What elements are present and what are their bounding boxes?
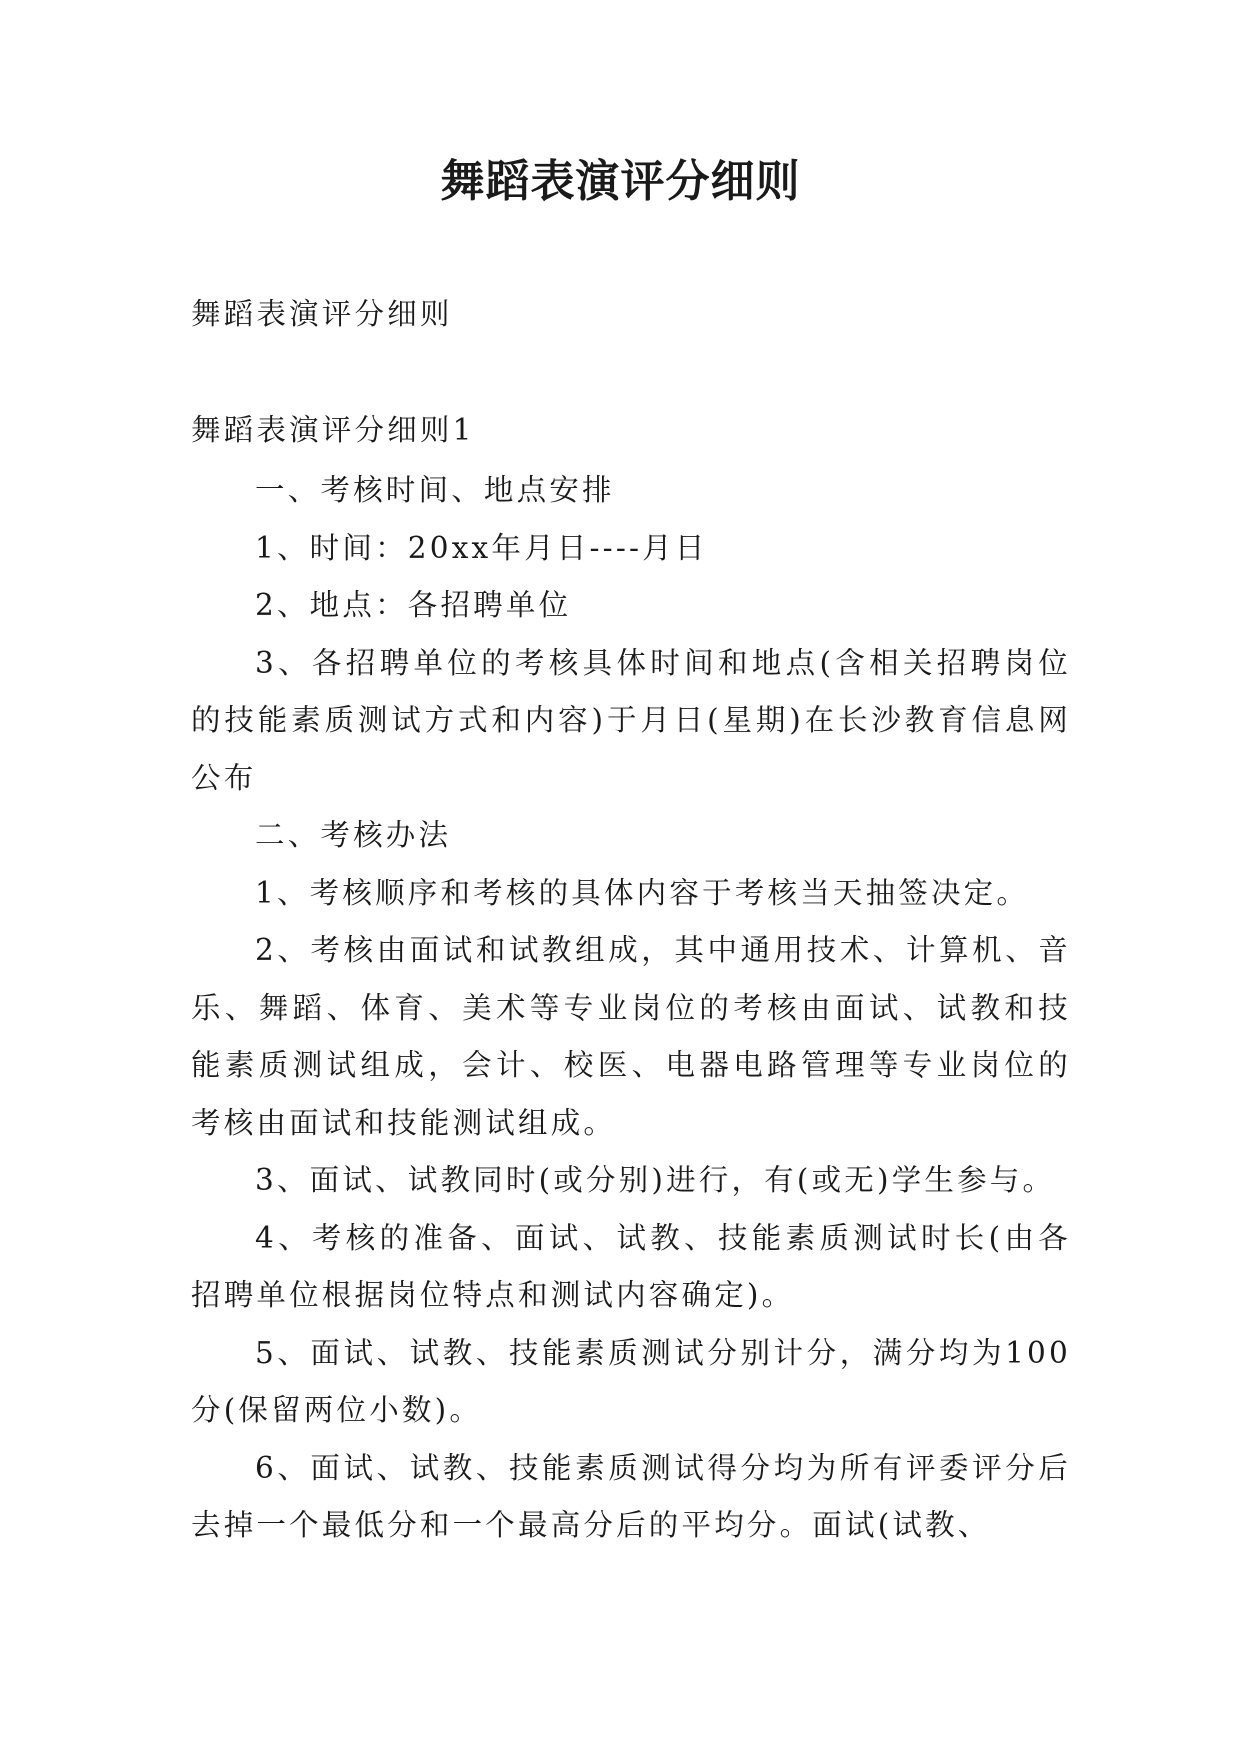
paragraph: 一、考核时间、地点安排 xyxy=(255,473,615,507)
paragraph: 1、时间：20xx年月日----月日 xyxy=(255,530,708,565)
paragraph: 1、考核顺序和考核的具体内容于考核当天抽签决定。 xyxy=(255,875,1030,910)
paragraph: 2、考核由面试和试教组成，其中通用技术、计算机、音乐、舞蹈、体育、美术等专业岗位的考核由面试、试教和技能素质测试组成，会计、校医、电器电路管理等专业岗位的考核由面试和技能测试组成。 xyxy=(191,933,1071,1140)
document-subtitle: 舞蹈表演评分细则 xyxy=(191,297,453,331)
paragraph: 2、地点：各招聘单位 xyxy=(255,588,572,622)
paragraph: 5、面试、试教、技能素质测试分别计分，满分均为100分(保留两位小数)。 xyxy=(191,1335,1071,1427)
paragraph: 4、考核的准备、面试、试教、技能素质测试时长(由各招聘单位根据岗位特点和测试内容确定)。 xyxy=(191,1220,1071,1312)
paragraph: 3、面试、试教同时(或分别)进行，有(或无)学生参与。 xyxy=(255,1163,1056,1197)
paragraph: 二、考核办法 xyxy=(255,818,452,852)
paragraph: 3、各招聘单位的考核具体时间和地点(含相关招聘岗位的技能素质测试方式和内容)于月日(星期)在长沙教育信息网公布 xyxy=(191,645,1071,795)
paragraph: 6、面试、试教、技能素质测试得分均为所有评委评分后去掉一个最低分和一个最高分后的平均分。面试(试教、 xyxy=(191,1450,1071,1542)
document-body xyxy=(191,462,1071,1555)
section-title: 舞蹈表演评分细则1 xyxy=(191,413,475,447)
document-title: 舞蹈表演评分细则 xyxy=(440,156,801,207)
